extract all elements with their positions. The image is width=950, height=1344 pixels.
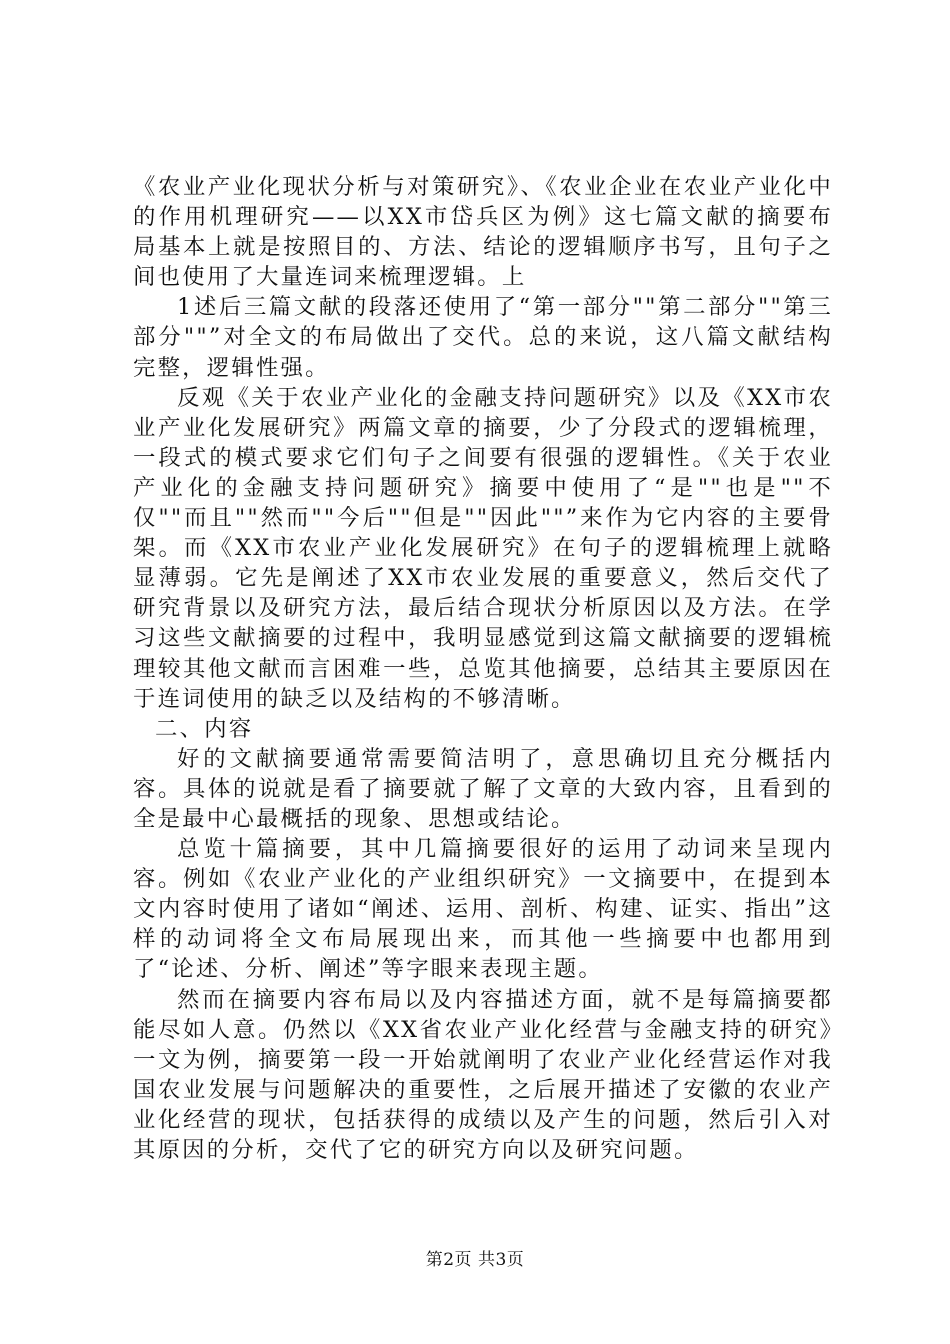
page-footer: 第2页 共3页 [425,1250,525,1270]
paragraph-layout-description: 然而在摘要内容布局以及内容描述方面，就不是每篇摘要都能尽如人意。仍然以《XX省农业产业化经营与金融支持的研究》一文为例，摘要第一段一开始就阐明了农业产业化经营运作对我国农业发展与问题解决的重要性，之后展开描述了安徽的农业产业化经营的现状，包括获得的成绩以及产生的问题，然后引入对其原因的分析，交代了它的研究方向以及研究问题。 [133,986,833,1163]
paragraph-verbs: 总览十篇摘要，其中几篇摘要很好的运用了动词来呈现内容。例如《农业产业化的产业组织研究》一文摘要中，在提到本文内容时使用了诸如“阐述、运用、剖析、构建、证实、指出”这样的动词将全文布局展现出来，而其他一些摘要中也都用到了“论述、分析、阐述”等字眼来表现主题。 [133,836,833,983]
paragraph-sections-note: 1述后三篇文献的段落还使用了“第一部分""第二部分""第三部分""”对全文的布局做出了交代。总的来说，这八篇文献结构完整，逻辑性强。 [133,294,833,381]
paragraph-continuation: 《农业产业化现状分析与对策研究》、《农业企业在农业产业化中的作用机理研究——以XX市岱兵区为例》这七篇文献的摘要布局基本上就是按照目的、方法、结论的逻辑顺序书写，且句子之间也使用了大量连词来梳理逻辑。上 [133,174,833,291]
section-heading-content: 二、内容 [155,715,254,742]
paragraph-contrast: 反观《关于农业产业化的金融支持问题研究》以及《XX市农业产业化发展研究》两篇文章的摘要，少了分段式的逻辑梳理，一段式的模式要求它们句子之间要有很强的逻辑性。《关于农业产业化的金融支持问题研究》摘要中使用了“是""也是""不仅""而且""然而""今后""但是""因此""”来作为它内容的主要骨架。而《XX市农业产业化发展研究》在句子的逻辑梳理上就略显薄弱。它先是阐述了XX市农业发展的重要意义，然后交代了研究背景以及研究方法，最后结合现状分析原因以及方法。在学习这些文献摘要的过程中，我明显感觉到这篇文献摘要的逻辑梳理较其他文献而言困难一些，总览其他摘要，总结其主要原因在于连词使用的缺乏以及结构的不够清晰。 [133,384,833,712]
paragraph-good-abstract: 好的文献摘要通常需要简洁明了，意思确切且充分概括内容。具体的说就是看了摘要就了解了文章的大致内容，且看到的全是最中心最概括的现象、思想或结论。 [133,745,833,832]
document-body [133,172,833,1165]
